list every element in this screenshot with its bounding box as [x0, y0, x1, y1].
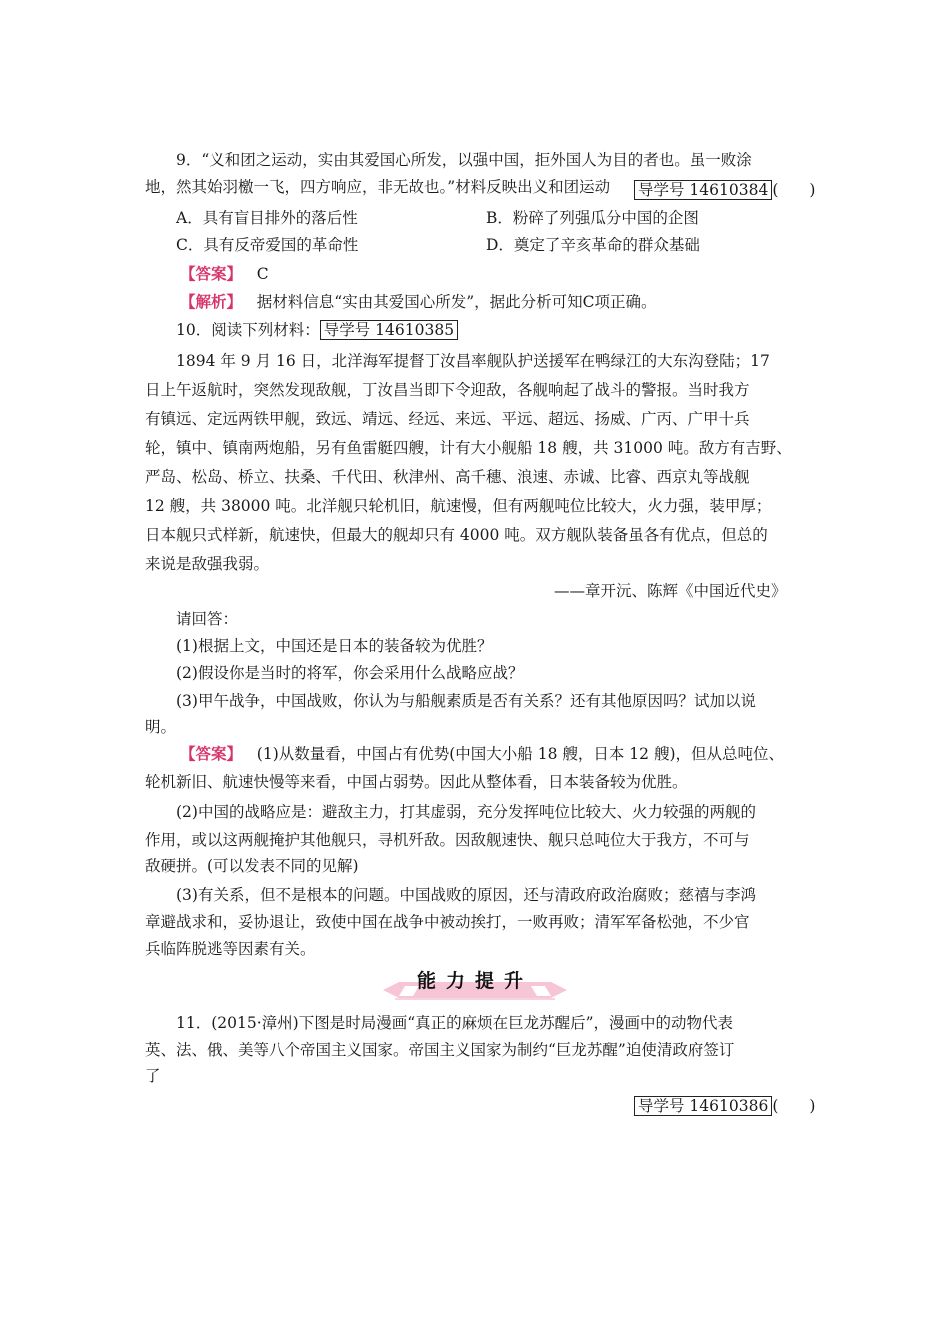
q9-line-1: 9．“义和团之运动，实由其爱国心所发，以强中国，拒外国人为目的者也。虽一败涂 [176, 151, 752, 169]
q11-guide-number: 导学号 14610386 [634, 1096, 772, 1116]
q9-analysis: 据材料信息“实由其爱国心所发”，据此分析可知C项正确。 [256, 293, 657, 311]
q10-sub-question-3: (3)甲午战争，中国战败，你认为与船舰素质是否有关系？还有其他原因吗？试加以说 [176, 692, 756, 710]
q10-sub-question-1: (1)根据上文，中国还是日本的装备较为优胜？ [176, 637, 493, 655]
q11-line: 11．(2015·漳州)下图是时局漫画“真正的麻烦在巨龙苏醒后”，漫画中的动物代表 [176, 1014, 734, 1032]
q9-answer-tag: 【答案】 [180, 264, 243, 283]
q10-material-line: 1894 年 9 月 16 日，北洋海军提督丁汝昌率舰队护送援军在鸭绿江的大东沟登陆；17 [176, 352, 770, 370]
q10-answer-2-line: 作用，或以这两舰掩护其他舰只，寻机歼敌。因敌舰速快、舰只总吨位大于我方，不可与 [145, 831, 750, 849]
q10-guide-number: 导学号 14610385 [320, 320, 458, 340]
q10-material-line: 有镇远、定远两铁甲舰，致远、靖远、经远、来远、平远、超远、扬威、广丙、广甲十兵 [145, 410, 750, 428]
q10-answer-1: (1)从数量看，中国占有优势(中国大小船 18 艘，日本 12 艘)，但从总吨位、 [256, 745, 785, 763]
q10-answer-3-line: 章避战求和，妥协退让，致使中国在战争中被动挨打，一败再败；清军军备松弛，不少官 [145, 913, 750, 931]
q10-material-line: 日本舰只式样新，航速快，但最大的舰却只有 4000 吨。双方舰队装备虽各有优点，但总的 [145, 526, 768, 544]
q10-answer-2-line: (2)中国的战略应是：避敌主力，打其虚弱，充分发挥吨位比较大、火力较强的两舰的 [176, 803, 756, 821]
q10-answer-3-line: 兵临阵脱逃等因素有关。 [145, 940, 316, 958]
q11-guide-row [634, 1096, 815, 1116]
q10-answer-3-line: (3)有关系，但不是根本的问题。中国战败的原因，还与清政府政治腐败；慈禧与李鸿 [176, 886, 756, 904]
q9-option-a: A．具有盲目排外的落后性 [176, 209, 358, 227]
q10-material-line: 轮，镇中、镇南两炮船，另有鱼雷艇四艘，计有大小舰船 18 艘，共 31000 吨。敌方有吉野、 [145, 439, 792, 457]
q9-answer-paren: ( ) [772, 181, 816, 199]
q10-material-line: 严岛、松岛、桥立、扶桑、千代田、秋津州、高千穗、浪速、赤诚、比睿、西京丸等战舰 [145, 468, 750, 486]
q10-material-line: 来说是敌强我弱。 [145, 555, 270, 573]
section-banner [375, 962, 575, 1002]
q9-guide-number: 导学号 14610384 [634, 180, 772, 200]
q10-material-line: 12 艘，共 38000 吨。北洋舰只轮机旧，航速慢，但有两舰吨位比较大，火力强，装甲厚； [145, 497, 772, 515]
q10-material-line: 日上午返航时，突然发现敌舰，丁汝昌当即下令迎敌，各舰响起了战斗的警报。当时我方 [145, 381, 750, 399]
section-title: 能力提升 [416, 970, 533, 992]
q9-answer: C [256, 265, 269, 283]
q9-analysis-row [180, 292, 657, 312]
q9-answer-row [180, 264, 269, 284]
q10-answer-tag: 【答案】 [180, 744, 243, 763]
q9-option-b: B．粉碎了列强瓜分中国的企图 [486, 209, 699, 227]
q10-source: ——章开沅、陈辉《中国近代史》 [554, 582, 787, 600]
q10-intro: 10．阅读下列材料： [176, 321, 320, 339]
q10-answer-2-line: 敌硬拼。(可以发表不同的见解) [145, 857, 359, 875]
q9-option-c: C．具有反帝爱国的革命性 [176, 236, 359, 254]
q10-answer-1-cont: 轮机新旧、航速快慢等来看，中国占弱势。因此从整体看，日本装备较为优胜。 [145, 773, 688, 791]
q9-guide-row [634, 180, 815, 200]
q10-prompt: 请回答： [176, 610, 239, 628]
q9-line-2: 地，然其始羽檄一飞，四方响应，非无故也。”材料反映出义和团运动 [145, 178, 611, 196]
q10-sub-question-2: (2)假设你是当时的将军，你会采用什么战略应战？ [176, 664, 524, 682]
q11-line: 英、法、俄、美等八个帝国主义国家。帝国主义国家为制约“巨龙苏醒”迫使清政府签订 [145, 1041, 735, 1059]
q11-line: 了 [145, 1067, 161, 1085]
q10-answer-row [180, 744, 784, 764]
q10-sub-question-3-cont: 明。 [145, 718, 177, 736]
q11-answer-paren: ( ) [772, 1097, 816, 1115]
q9-option-d: D．奠定了辛亥革命的群众基础 [486, 236, 700, 254]
q10-intro-row [176, 320, 458, 340]
q9-analysis-tag: 【解析】 [180, 292, 243, 311]
